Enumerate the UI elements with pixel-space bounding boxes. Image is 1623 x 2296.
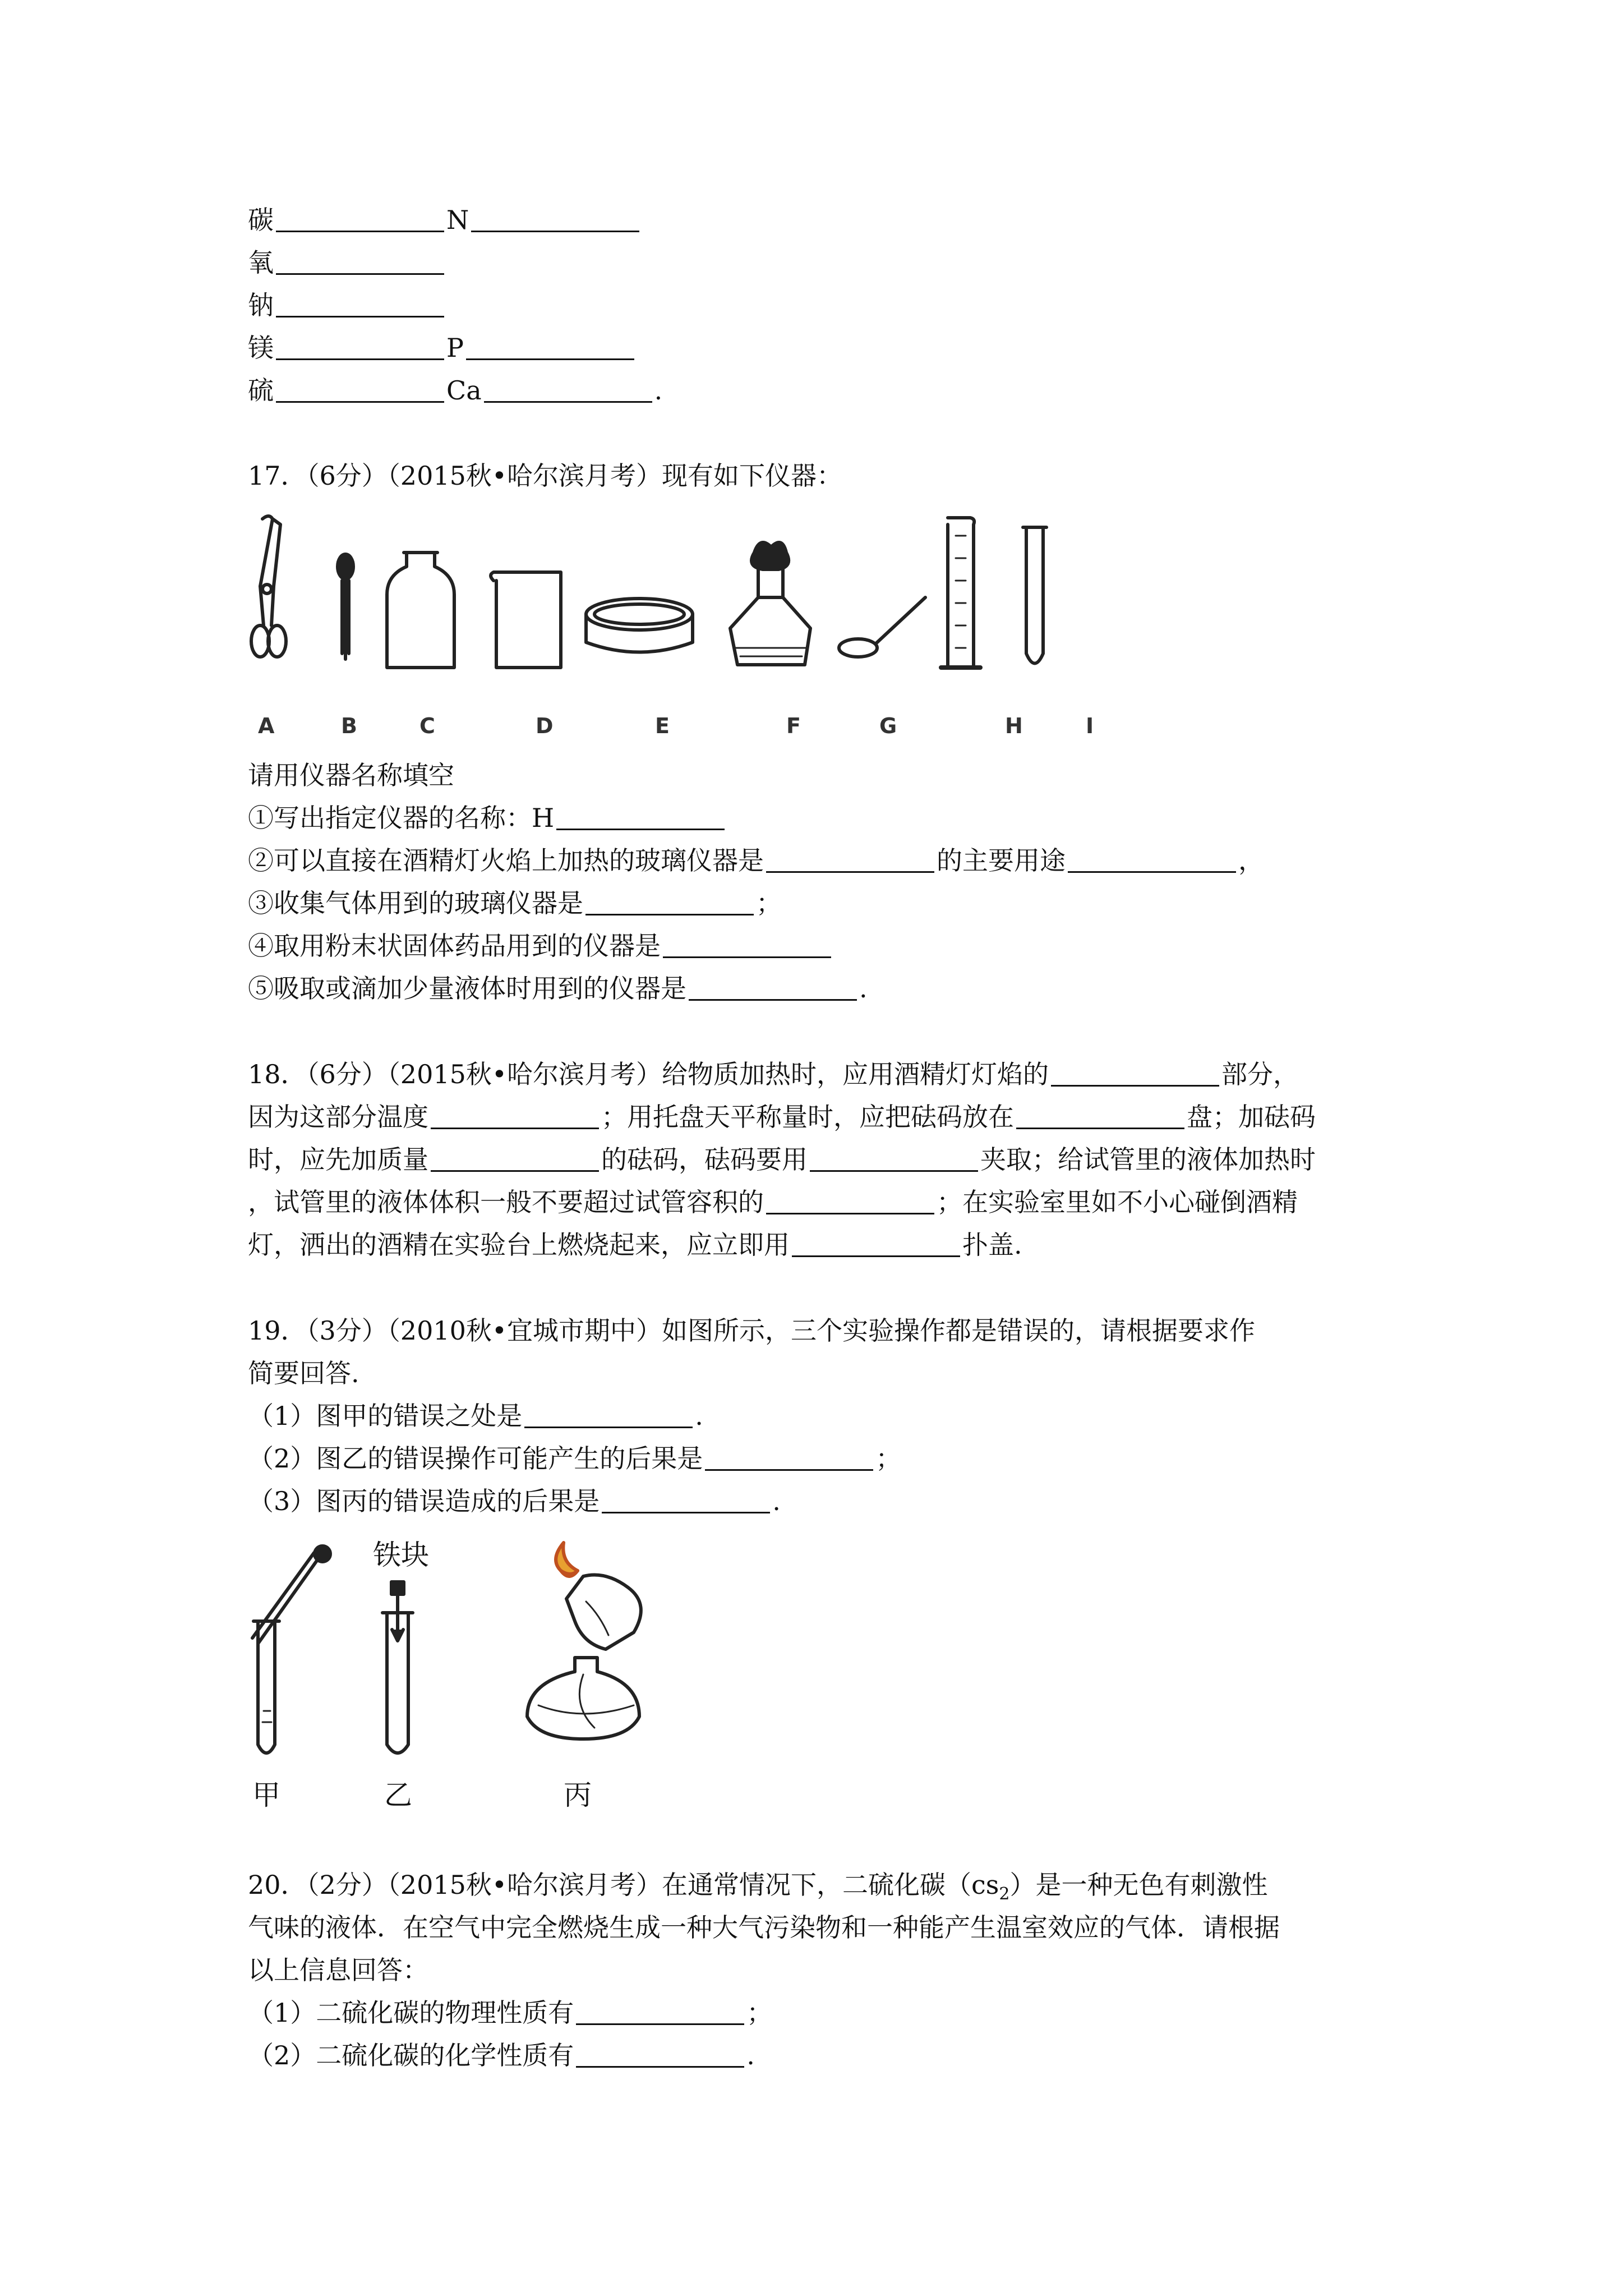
label-i: I [1086,714,1094,738]
q20-text: ）是一种无色有刺激性 [1009,1870,1268,1900]
period: . [654,375,663,406]
answer-blank[interactable] [484,376,652,403]
answer-blank[interactable] [689,974,857,1001]
q20-sub-2 [248,2039,755,2072]
period: . [772,1486,781,1516]
q20-row-1 [248,1868,1267,1911]
q18-text: ；在实验室里如不小心碰倒酒精 [937,1187,1298,1217]
lamp-lighting-lamp-icon [527,1543,641,1739]
test-tube-icon [1023,527,1046,664]
q17-item-2-text: ②可以直接在酒精灯火焰上加热的玻璃仪器是 [248,845,764,876]
q18-text: 18．（6分）（2015秋•哈尔滨月考）给物质加热时，应用酒精灯灯焰的 [248,1059,1049,1089]
period: . [859,973,868,1004]
answer-blank[interactable] [276,376,444,403]
error-operations-figure [247,1537,695,1773]
answer-blank[interactable] [576,1999,744,2025]
label-f: F [786,714,801,738]
q18-text: 灯，洒出的酒精在实验台上燃烧起来，应立即用 [248,1230,790,1260]
medicine-spoon-icon [839,597,925,657]
answer-blank[interactable] [602,1487,770,1513]
q18-text: ；用托盘天平称量时，应把砝码放在 [601,1102,1014,1132]
semicolon: ； [875,1443,902,1474]
q17-item-4 [248,929,833,963]
q18-text: 盘；加砝码 [1187,1102,1316,1132]
answer-blank[interactable] [471,206,639,232]
element-carbon: 碳 [248,205,274,235]
answer-blank[interactable] [524,1402,693,1428]
q17-item-5 [248,972,868,1005]
q18-text: 夹取；给试管里的液体加热时 [980,1144,1316,1175]
answer-blank[interactable] [705,1444,873,1471]
q18-text: ，试管里的液体体积一般不要超过试管容积的 [248,1187,764,1217]
q17-item-1 [248,801,727,835]
q17-item-3 [248,886,782,920]
label-b: B [341,714,357,738]
iron-into-tube-icon [382,1582,413,1753]
answer-blank[interactable] [810,1145,978,1172]
element-row-carbon [248,203,642,237]
gas-bottle-icon [387,553,454,668]
answer-blank[interactable] [766,846,934,873]
answer-blank[interactable] [576,2041,744,2068]
answer-blank[interactable] [766,1188,934,1214]
semicolon: ； [756,888,782,918]
q18-row-3 [248,1143,1316,1176]
element-sulfur: 硫 [248,375,274,406]
q17-item-4-text: ④取用粉末状固体药品用到的仪器是 [248,931,661,961]
q18-text: 的砝码，砝码要用 [601,1144,808,1175]
period: . [746,2040,755,2070]
label-c: C [419,714,435,738]
semicolon: ； [746,1998,773,2028]
label-g: G [879,714,897,738]
answer-blank[interactable] [431,1145,599,1172]
element-p: P [446,333,464,363]
evaporating-dish-icon [586,599,693,652]
q18-text: 部分， [1221,1059,1299,1089]
figure-jia-label: 甲 [252,1779,280,1811]
element-row-sulfur [248,374,662,407]
q19-sub-3-text: （3）图丙的错误造成的后果是 [248,1486,600,1516]
element-sodium: 钠 [248,290,274,320]
answer-blank[interactable] [792,1231,960,1257]
q18-row-5 [248,1228,1022,1262]
answer-blank[interactable] [276,291,444,318]
answer-blank[interactable] [663,932,831,958]
element-magnesium: 镁 [248,333,274,363]
q18-row-2 [248,1100,1316,1134]
q20-row-2: 气味的液体．在空气中完全燃烧生成一种大气污染物和一种能产生温室效应的气体．请根据 [248,1912,1280,1943]
q18-text: 因为这部分温度 [248,1102,428,1132]
q17-prompt: 请用仪器名称填空 [248,760,454,790]
answer-blank[interactable] [276,249,444,275]
q18-text: 时，应先加质量 [248,1144,428,1175]
q19-sub-2 [248,1442,901,1475]
answer-blank[interactable] [276,206,444,232]
subscript: 2 [999,1884,1010,1904]
q17-item-2-text-b: 的主要用途 [937,845,1066,876]
element-oxygen: 氧 [248,247,274,278]
element-row-magnesium [248,331,637,365]
dropper-in-tube-icon [252,1546,330,1753]
graduated-cylinder-icon [941,518,980,668]
answer-blank[interactable] [1068,846,1236,873]
element-row-sodium [248,288,446,322]
q20-text: 20．（2分）（2015秋•哈尔滨月考）在通常情况下，二硫化碳（cs [248,1870,999,1900]
answer-blank[interactable] [466,334,634,360]
q20-sub-2-text: （2）二硫化碳的化学性质有 [248,2040,574,2070]
period: . [695,1401,703,1431]
figure-bing-label: 丙 [564,1779,592,1811]
crucible-tongs-icon [251,516,286,657]
q20-row-3: 以上信息回答： [248,1955,428,1985]
comma: ， [1238,845,1264,876]
q20-sub-1 [248,1996,772,2030]
q20-sub-1-text: （1）二硫化碳的物理性质有 [248,1998,574,2028]
element-n: N [446,205,469,235]
iron-block-label: 铁块 [373,1539,429,1571]
dropper-icon [338,554,353,659]
q17-item-3-text: ③收集气体用到的玻璃仪器是 [248,888,583,918]
figure-yi-label: 乙 [384,1779,412,1811]
label-h: H [1005,714,1023,738]
q19-sub-1-text: （1）图甲的错误之处是 [248,1401,523,1431]
answer-blank[interactable] [585,889,754,915]
answer-blank[interactable] [276,334,444,360]
alcohol-lamp-icon [730,542,810,665]
answer-blank[interactable] [556,804,725,830]
q17-header: 17．（6分）（2015秋•哈尔滨月考）现有如下仪器： [248,461,842,491]
q17-item-2 [248,844,1264,877]
q18-text: 扑盖. [962,1230,1022,1260]
element-ca: Ca [446,375,482,406]
element-row-oxygen [248,246,446,279]
label-e: E [655,714,670,738]
answer-blank[interactable] [431,1103,599,1129]
beaker-icon [491,572,561,668]
answer-blank[interactable] [1051,1060,1219,1087]
q19-row-2: 简要回答. [248,1358,359,1388]
q19-sub-2-text: （2）图乙的错误操作可能产生的后果是 [248,1443,703,1474]
q19-row-1: 19．（3分）（2010秋•宜城市期中）如图所示，三个实验操作都是错误的，请根据要求作 [248,1315,1255,1346]
answer-blank[interactable] [1016,1103,1184,1129]
label-d: D [536,714,554,738]
q19-sub-3 [248,1484,781,1518]
label-a: A [258,714,275,738]
q18-row-4 [248,1185,1298,1219]
q17-item-5-text: ⑤吸取或滴加少量液体时用到的仪器是 [248,973,686,1004]
q18-row-1 [248,1057,1299,1091]
q19-sub-1 [248,1399,703,1433]
instruments-figure [247,513,1122,687]
q17-item-1-text: ①写出指定仪器的名称：H [248,803,555,833]
